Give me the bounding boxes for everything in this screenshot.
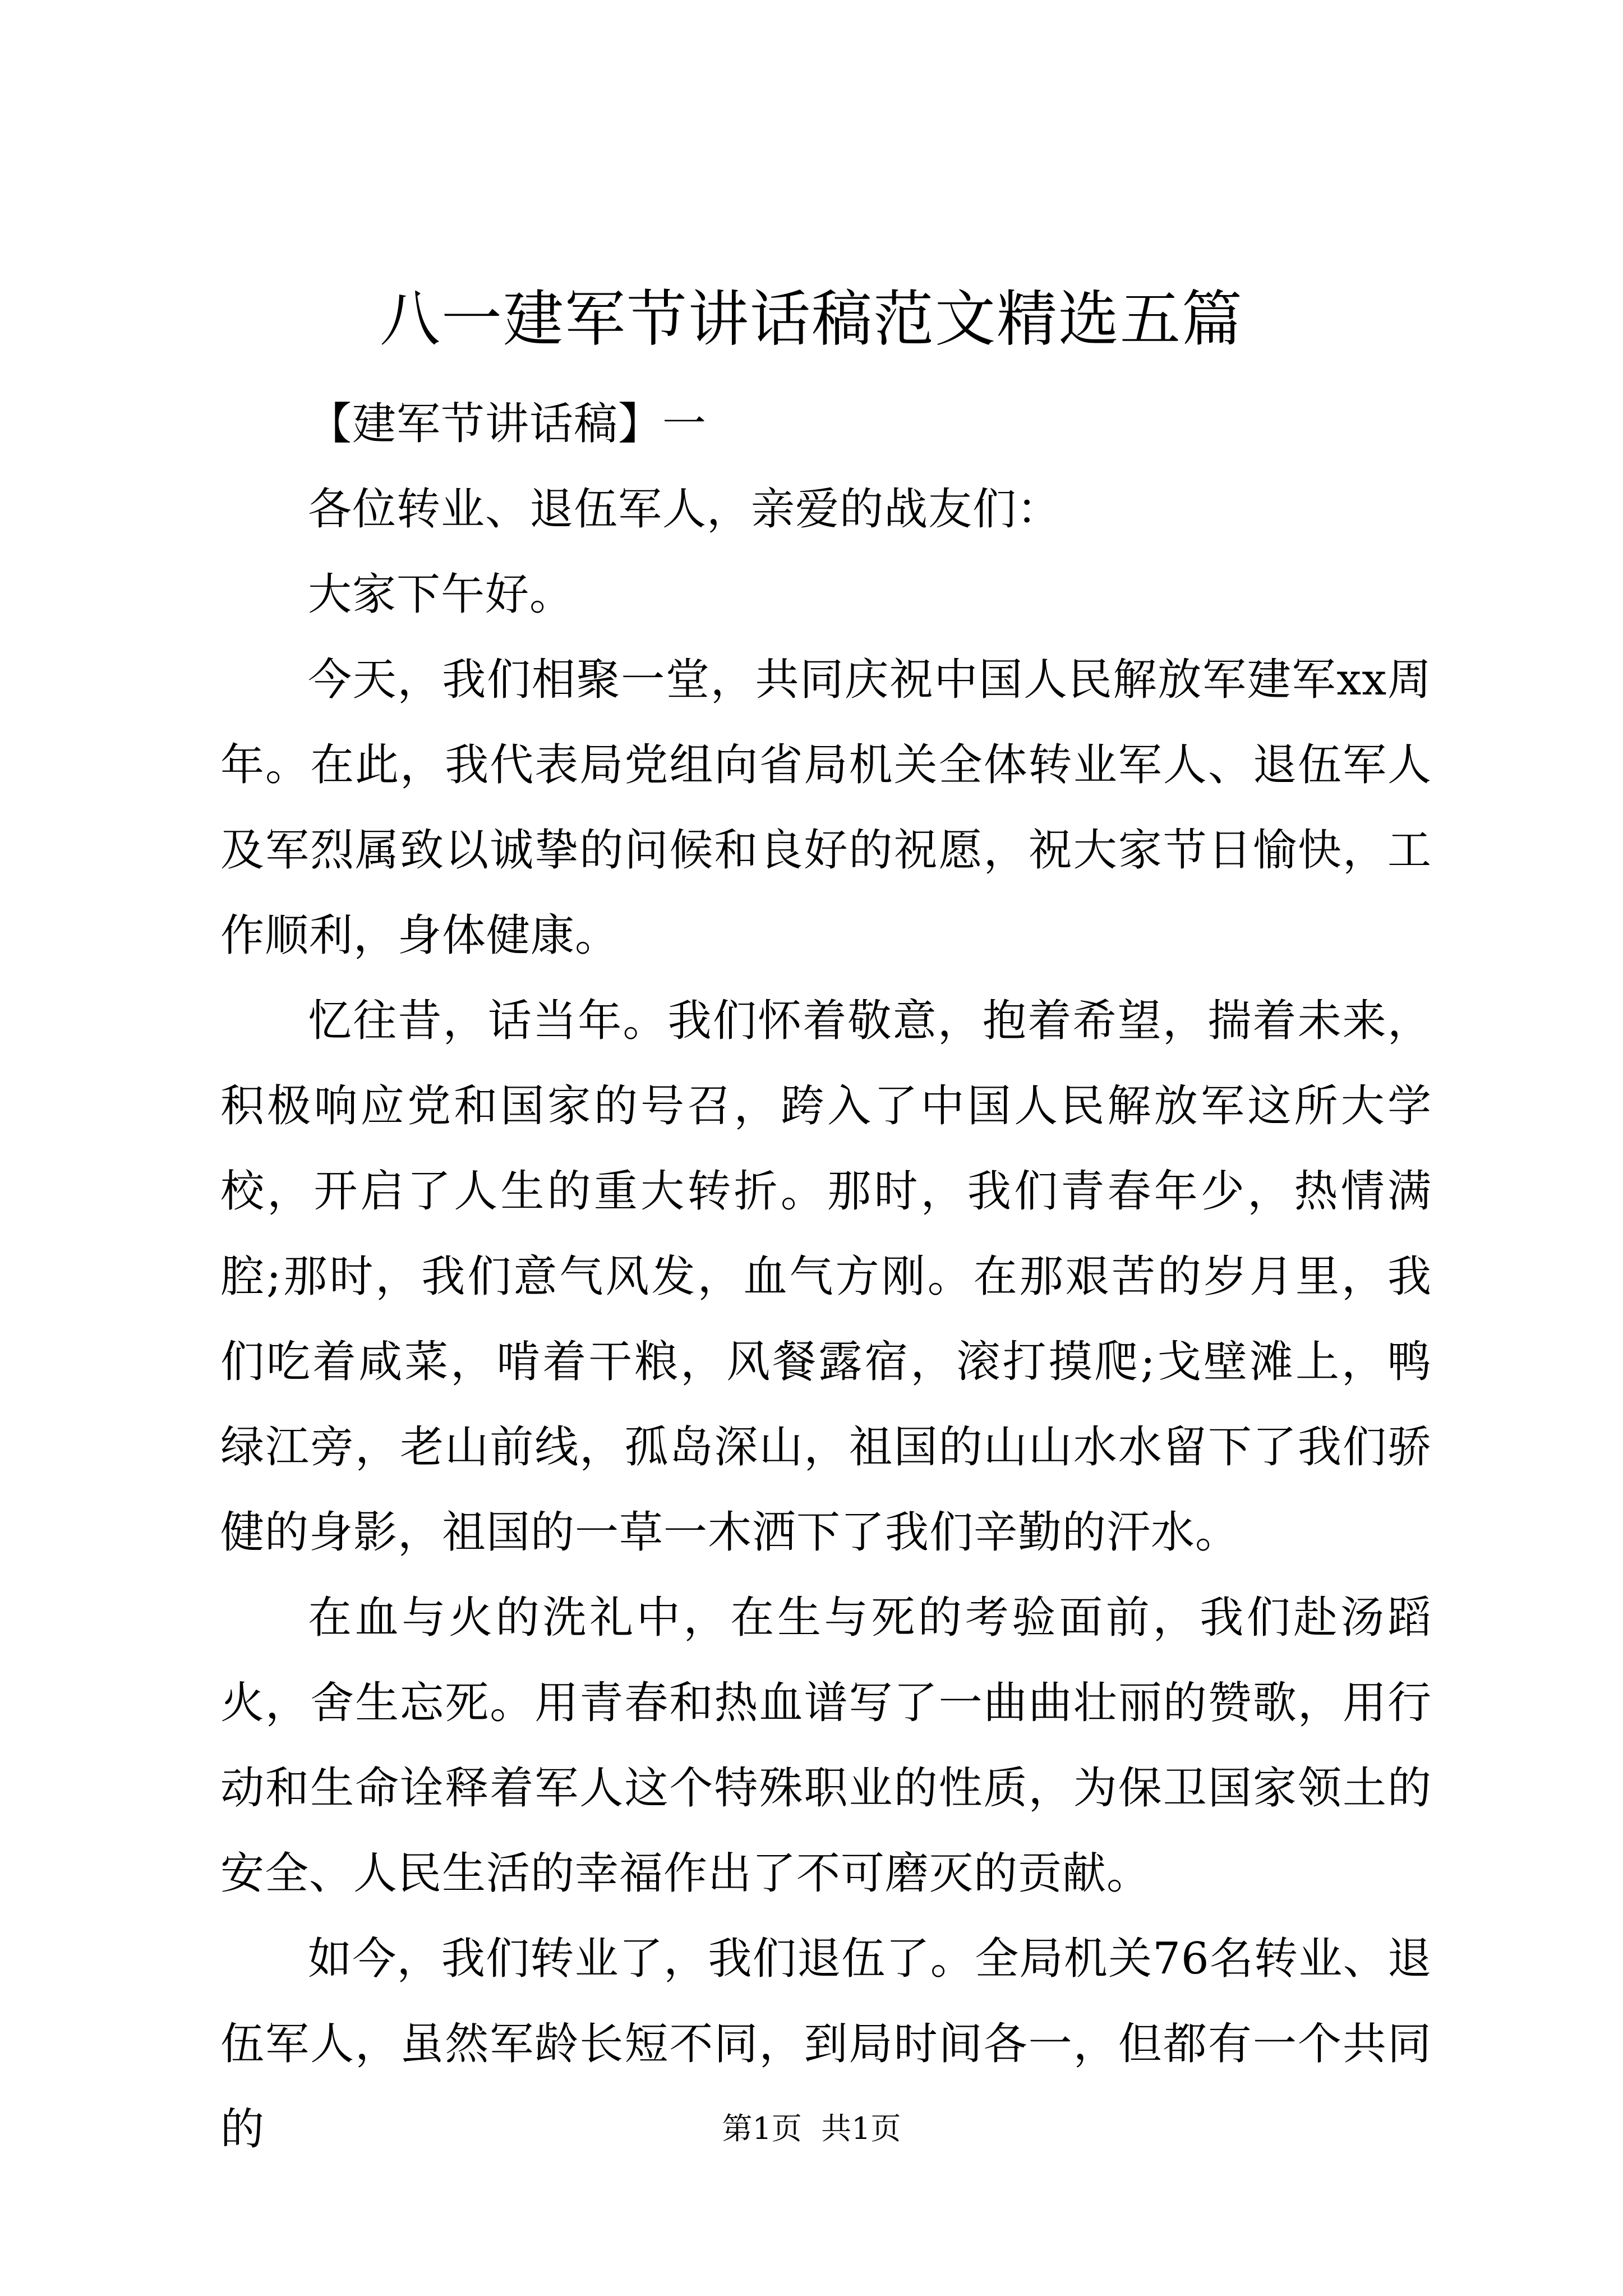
section-heading: 【建军节讲话稿】一 bbox=[308, 399, 707, 449]
salutation-paragraph: 各位转业、退伍军人，亲爱的战友们： bbox=[308, 484, 1062, 535]
body-paragraph: 忆往昔，话当年。我们怀着敬意，抱着希望，揣着未来，积极响应党和国家的号召，跨入了中国人民解放军这所大学校，开启了人生的重大转折。那时，我们青春年少，热情满腔;那时，我们意气风发，血气方刚。在那艰苦的岁月里，我们吃着咸菜，啃着干粮，风餐露宿，滚打摸爬;戈壁滩上，鸭绿江旁，老山前线，孤岛深山，祖国的山山水水留下了我们骄健的身影，祖国的一草一木洒下了我们辛勤的汗水。 bbox=[220, 996, 1432, 1558]
page-number-label: 第1页 共1页 bbox=[722, 2111, 901, 2146]
body-paragraph: 如今，我们转业了，我们退伍了。全局机关76名转业、退伍军人，虽然军龄长短不同，到局时间各一，但都有一个共同的 bbox=[220, 1934, 1432, 2155]
document-title: 八一建军节讲话稿范文精选五篇 bbox=[379, 284, 1243, 355]
body-paragraph: 今天，我们相聚一堂，共同庆祝中国人民解放军建军xx周年。在此，我代表局党组向省局机关全体转业军人、退伍军人及军烈属致以诚挚的问候和良好的祝愿，祝大家节日愉快，工作顺利，身体健康。 bbox=[220, 655, 1432, 961]
page-footer bbox=[0, 2109, 1623, 2148]
body-paragraph: 在血与火的洗礼中，在生与死的考验面前，我们赴汤蹈火，舍生忘死。用青春和热血谱写了一曲曲壮丽的赞歌，用行动和生命诠释着军人这个特殊职业的性质，为保卫国家领土的安全、人民生活的幸福作出了不可磨灭的贡献。 bbox=[220, 1593, 1432, 1899]
greeting-paragraph: 大家下午好。 bbox=[308, 569, 574, 620]
document-body bbox=[220, 381, 1432, 2172]
